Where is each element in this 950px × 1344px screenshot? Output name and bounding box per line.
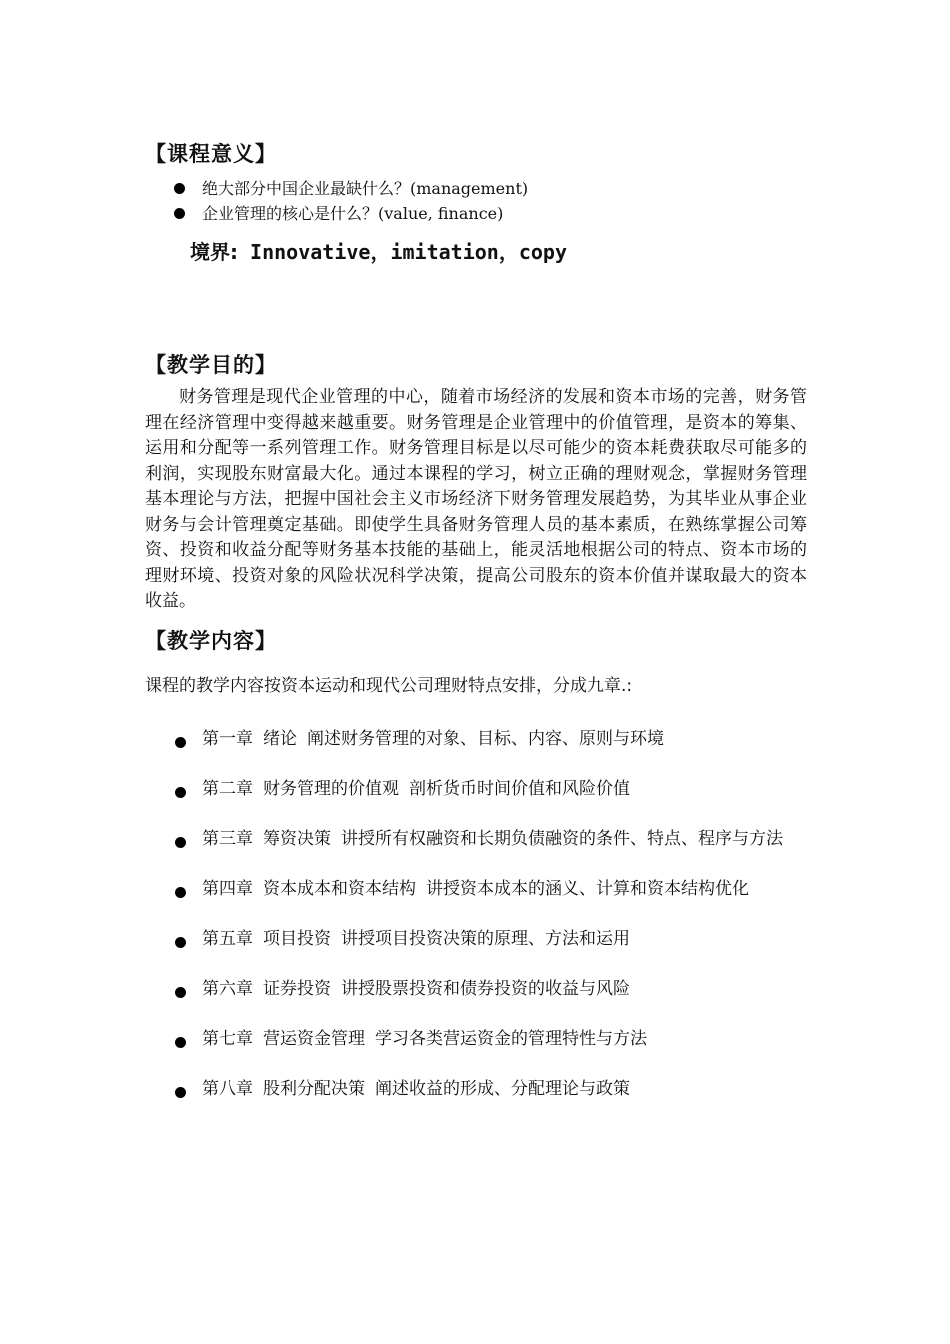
chapter-title: 证券投资 <box>263 979 331 999</box>
chapter-desc: 讲授所有权融资和长期负债融资的条件、特点、程序与方法 <box>341 829 783 849</box>
list-item-text: 绝大部分中国企业最缺什么？(management) <box>202 179 529 198</box>
chapter-desc: 阐述财务管理的对象、目标、内容、原则与环境 <box>307 729 664 749</box>
bullet-icon <box>175 937 186 948</box>
realm-label: 境界: <box>190 240 238 264</box>
chapter-text <box>202 814 812 864</box>
chapter-text <box>202 1064 812 1114</box>
chapter-title: 项目投资 <box>263 929 331 949</box>
chapter-title: 股利分配决策 <box>263 1079 365 1099</box>
chapter-item <box>172 1064 812 1114</box>
bullet-icon <box>175 887 186 898</box>
bullet-icon <box>175 987 186 998</box>
chapter-item <box>172 914 812 964</box>
chapter-text <box>202 1014 812 1064</box>
list-item-text: 企业管理的核心是什么？(value, finance) <box>202 204 504 223</box>
bullet-icon <box>174 208 185 219</box>
bullet-icon <box>175 737 186 748</box>
chapter-title: 营运资金管理 <box>263 1029 365 1049</box>
chapter-list <box>172 714 812 1114</box>
section-heading-content: 【教学内容】 <box>145 629 277 653</box>
realm-text: Innovative，imitation，copy <box>238 240 567 264</box>
bullet-icon <box>175 837 186 848</box>
chapter-title: 绪论 <box>263 729 297 749</box>
chapter-text <box>202 864 812 914</box>
section-heading-significance: 【课程意义】 <box>145 142 277 166</box>
chapter-text <box>202 964 812 1014</box>
significance-list <box>172 176 528 226</box>
content-intro: 课程的教学内容按资本运动和现代公司理财特点安排，分成九章.: <box>145 676 633 696</box>
chapter-text <box>202 714 812 764</box>
chapter-number: 第七章 <box>202 1029 253 1049</box>
chapter-title: 财务管理的价值观 <box>263 779 399 799</box>
chapter-item <box>172 964 812 1014</box>
chapter-desc: 学习各类营运资金的管理特性与方法 <box>375 1029 647 1049</box>
chapter-number: 第三章 <box>202 829 253 849</box>
chapter-item <box>172 764 812 814</box>
chapter-desc: 讲授项目投资决策的原理、方法和运用 <box>341 929 630 949</box>
chapter-desc: 讲授资本成本的涵义、计算和资本结构优化 <box>426 879 749 899</box>
chapter-title: 筹资决策 <box>263 829 331 849</box>
bullet-icon <box>175 1087 186 1098</box>
chapter-title: 资本成本和资本结构 <box>263 879 416 899</box>
bullet-icon <box>175 787 186 798</box>
chapter-text <box>202 914 812 964</box>
chapter-number: 第八章 <box>202 1079 253 1099</box>
chapter-desc: 阐述收益的形成、分配理论与政策 <box>375 1079 630 1099</box>
list-item <box>172 176 528 201</box>
bullet-icon <box>174 183 185 194</box>
chapter-desc: 剖析货币时间价值和风险价值 <box>409 779 630 799</box>
section-heading-goal: 【教学目的】 <box>145 353 277 377</box>
chapter-item <box>172 814 812 864</box>
chapter-desc: 讲授股票投资和债券投资的收益与风险 <box>341 979 630 999</box>
chapter-item <box>172 864 812 914</box>
chapter-number: 第五章 <box>202 929 253 949</box>
list-item <box>172 201 528 226</box>
chapter-number: 第六章 <box>202 979 253 999</box>
goal-paragraph: 财务管理是现代企业管理的中心，随着市场经济的发展和资本市场的完善，财务管理在经济管理中变得越来越重要。财务管理是企业管理中的价值管理，是资本的筹集、运用和分配等一系列管理工作。财务管理目标是以尽可能少的资本耗费获取尽可能多的利润，实现股东财富最大化。通过本课程的学习，树立正确的理财观念，掌握财务管理基本理论与方法，把握中国社会主义市场经济下财务管理发展趋势，为其毕业从事企业财务与会计管理奠定基础。即使学生具备财务管理人员的基本素质，在熟练掌握公司筹资、投资和收益分配等财务基本技能的基础上，能灵活地根据公司的特点、资本市场的理财环境、投资对象的风险状况科学决策，提高公司股东的资本价值并谋取最大的资本收益。 <box>145 387 807 611</box>
chapter-item <box>172 714 812 764</box>
realm-line <box>190 236 567 265</box>
chapter-number: 第二章 <box>202 779 253 799</box>
chapter-text <box>202 764 812 814</box>
chapter-number: 第四章 <box>202 879 253 899</box>
chapter-number: 第一章 <box>202 729 253 749</box>
bullet-icon <box>175 1037 186 1048</box>
chapter-item <box>172 1014 812 1064</box>
